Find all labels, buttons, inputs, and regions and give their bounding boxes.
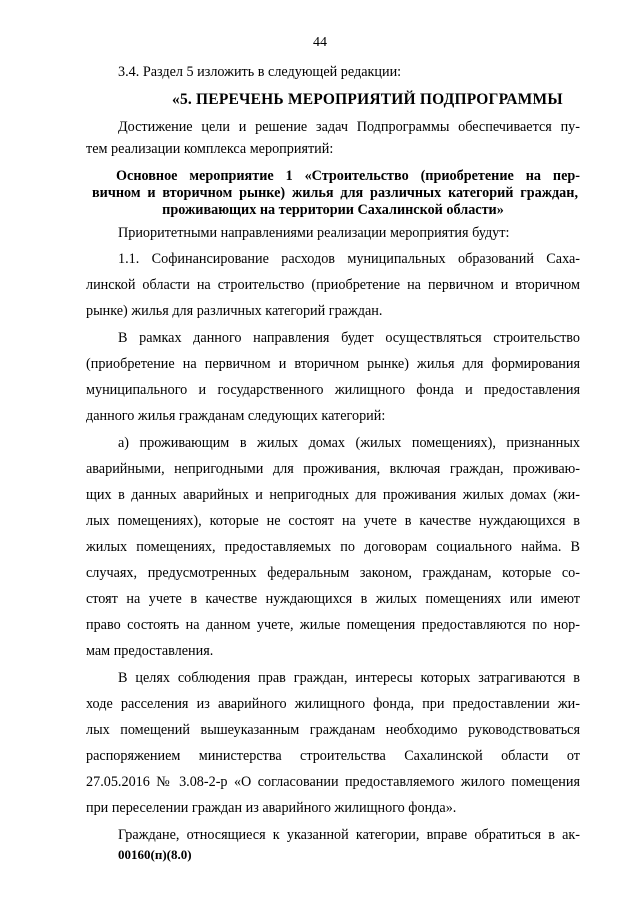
page-number: 44 xyxy=(313,35,327,50)
text-line: при переселении граждан из аварийного жилищного фонда». xyxy=(86,800,457,816)
text-line: рынке) жилья для различных категорий граждан. xyxy=(86,303,383,319)
document-code: 00160(п)(8.0) xyxy=(118,847,192,862)
subheading-line: проживающих на территории Сахалинской области» xyxy=(162,202,504,218)
text-line: распоряжением министерства строительства Сахалинской области от xyxy=(86,748,580,764)
text-line: жилых помещениях, предоставляемых по договорам социального найма. В xyxy=(86,539,580,555)
text-line: В целях соблюдения прав граждан, интересы которых затрагиваются в xyxy=(118,670,580,686)
text-line: 1.1. Софинансирование расходов муниципальных образований Саха- xyxy=(118,251,580,267)
text-line: ходе расселения из аварийного жилищного фонда, при предоставлении жи- xyxy=(86,696,580,712)
text-line: 27.05.2016 № 3.08-2-р «О согласовании предоставляемого жилого помещения xyxy=(86,774,580,790)
text-line: Граждане, относящиеся к указанной категории, вправе обратиться в ак- xyxy=(118,827,580,843)
text-line: случаях, предусмотренных федеральным законом, гражданам, которые со- xyxy=(86,565,580,581)
text-line: мам предоставления. xyxy=(86,643,214,659)
text-line: линской области на строительство (приобретение на первичном и вторичном xyxy=(86,277,580,293)
text-line: лых помещениях), которые не состоят на учете в качестве нуждающихся в xyxy=(86,513,580,529)
section-heading: «5. ПЕРЕЧЕНЬ МЕРОПРИЯТИЙ ПОДПРОГРАММЫ xyxy=(172,91,563,108)
text-line: а) проживающим в жилых домах (жилых помещениях), признанных xyxy=(118,435,580,451)
text-line: лых помещений вышеуказанным гражданам необходимо руководствоваться xyxy=(86,722,580,738)
text-line: муниципального и государственного жилищного фонда и предоставления xyxy=(86,382,580,398)
text-line: тем реализации комплекса мероприятий: xyxy=(86,141,334,157)
text-line: право состоять на данном учете, жилые помещения предоставляются по нор- xyxy=(86,617,580,633)
text-line: Приоритетными направлениями реализации мероприятия будут: xyxy=(118,225,510,241)
text-line: щих в данных аварийных и непригодных для проживания жилых домах (жи- xyxy=(86,487,580,503)
text-line: Достижение цели и решение задач Подпрограммы обеспечивается пу- xyxy=(118,119,580,135)
subheading-line: Основное мероприятие 1 «Строительство (приобретение на пер- xyxy=(116,168,580,184)
text-line: В рамках данного направления будет осуществляться строительство xyxy=(118,330,580,346)
text-line: данного жилья гражданам следующих категорий: xyxy=(86,408,386,424)
text-line: 3.4. Раздел 5 изложить в следующей редакции: xyxy=(118,64,402,80)
subheading-line: вичном и вторичном рынке) жилья для различных категорий граждан, xyxy=(92,185,578,201)
text-line: аварийными, непригодными для проживания, включая граждан, проживаю- xyxy=(86,461,580,477)
text-line: стоят на учете в качестве нуждающихся в жилых помещениях или имеют xyxy=(86,591,580,607)
text-line: (приобретение на первичном и вторичном рынке) жилья для формирования xyxy=(86,356,580,372)
